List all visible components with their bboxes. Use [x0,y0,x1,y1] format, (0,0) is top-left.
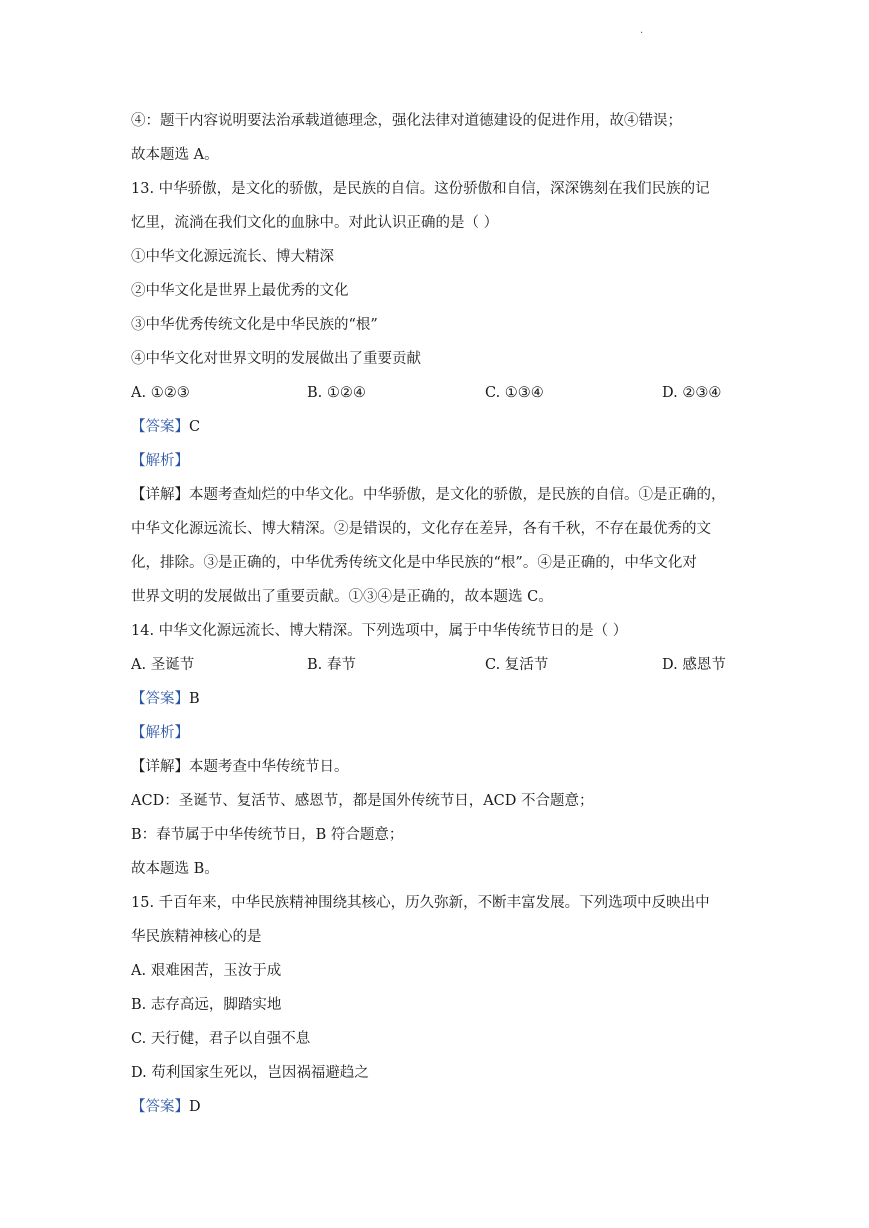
text-line: 故本题选 A。 [131,147,219,163]
option-a: A. ①②③ [131,385,190,401]
detail-text: 故本题选 B。 [131,861,219,877]
question-13-options [131,380,751,414]
option-c: C. 天行健，君子以自强不息 [131,1031,311,1047]
header-mark: · [640,28,644,39]
detail-text: 中华文化源远流长、博大精深。②是错误的，文化存在差异，各有千秋，不存在最优秀的文 [131,521,711,537]
detail-text: 本题考查中华传统节日。 [189,759,349,775]
analysis-tag: 【解析】 [131,453,189,469]
statement-item: ④中华文化对世界文明的发展做出了重要贡献 [131,351,421,367]
statement-item: ③中华优秀传统文化是中华民族的“根” [131,317,378,333]
question-14-options [131,652,751,686]
question-13-stem: 13. 中华骄傲，是文化的骄傲，是民族的自信。这份骄傲和自信，深深镌刻在我们民族的记 [131,181,710,197]
answer-line [131,414,751,448]
analysis-line [131,448,751,482]
question-15-stem: 华民族精神核心的是 [131,929,262,945]
answer-value: B [189,691,200,707]
question-14-stem: 14. 中华文化源远流长、博大精深。下列选项中，属于中华传统节日的是（ ） [131,623,628,639]
option-d: D. 感恩节 [662,657,726,673]
answer-tag: 【答案】 [131,691,189,707]
answer-tag: 【答案】 [131,1099,189,1115]
option-c: C. 复活节 [485,657,549,673]
answer-tag: 【答案】 [131,419,189,435]
question-15-stem: 15. 千百年来，中华民族精神围绕其核心，历久弥新，不断丰富发展。下列选项中反映出中 [131,895,710,911]
answer-line [131,1094,751,1128]
detail-text: 世界文明的发展做出了重要贡献。①③④是正确的，故本题选 C。 [131,589,553,605]
option-b: B. 春节 [307,657,356,673]
detail-text: ACD：圣诞节、复活节、感恩节，都是国外传统节日，ACD 不合题意； [131,793,594,809]
text-line: ④：题干内容说明要法治承载道德理念，强化法律对道德建设的促进作用，故④错误； [131,113,682,129]
detail-text: 化，排除。③是正确的，中华优秀传统文化是中华民族的“根”。④是正确的，中华文化对 [131,555,697,571]
analysis-tag: 【解析】 [131,725,189,741]
answer-value: D [189,1099,201,1115]
detail-text: 本题考查灿烂的中华文化。中华骄傲，是文化的骄傲，是民族的自信。①是正确的， [189,487,726,503]
answer-value: C [189,419,201,435]
option-d: D. 苟利国家生死以，岂因祸福避趋之 [131,1065,369,1081]
detail-text: B：春节属于中华传统节日，B 符合题意； [131,827,404,843]
statement-item: ①中华文化源远流长、博大精深 [131,249,334,265]
answer-line [131,686,751,720]
option-b: B. 志存高远，脚踏实地 [131,997,282,1013]
detail-tag: 【详解】 [131,759,189,775]
analysis-line [131,720,751,754]
question-13-stem: 忆里，流淌在我们文化的血脉中。对此认识正确的是（ ） [131,215,499,231]
detail-line [131,482,751,516]
option-a: A. 艰难困苦，玉汝于成 [131,963,282,979]
detail-line [131,754,751,788]
statement-item: ②中华文化是世界上最优秀的文化 [131,283,349,299]
option-c: C. ①③④ [485,385,544,401]
option-d: D. ②③④ [662,385,722,401]
detail-tag: 【详解】 [131,487,189,503]
option-a: A. 圣诞节 [131,657,195,673]
document-body [131,108,751,1128]
option-b: B. ①②④ [307,385,366,401]
